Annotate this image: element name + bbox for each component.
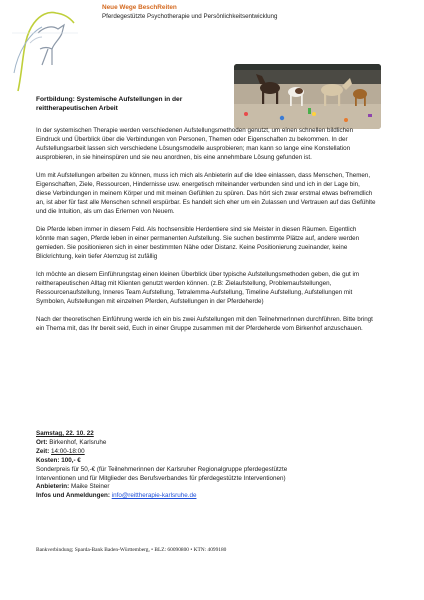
course-title-line1: Fortbildung: Systemische Aufstellungen in der: [36, 96, 183, 103]
event-date: Samstag, 22. 10. 22: [36, 430, 94, 437]
discount-line2: Interventionen und für Mitglieder des Berufsverbandes für pferdegestützte Interventionen): [36, 474, 286, 482]
course-description: [36, 127, 376, 343]
bank-details-footer: Bankverbindung; Sparda-Bank Baden-Württemberg, • BLZ: 60090800 • KTN: 4099180: [36, 547, 227, 553]
paragraph: Ich möchte an diesem Einführungstag einen kleinen Überblick über typische Aufstellungsmethoden geben, die gut im reittherapeutischen Alltag mit Klienten genutzt werden können. (z.B: Zielaufstellung, Problemaufstellungen, Ressourcenaufstellung, Inneres Team Aufstellung, Tetralemma-Aufstellung, Timeline Aufstellung, Aufstellungen mit Symbolen, Aufstellungen mit einzelnen Pferden, Aufstellungen in der Pferdeherde): [36, 270, 360, 305]
paragraph: Die Pferde leben immer in diesem Feld. Als hochsensible Herdentiere sind sie Meister in diesen Räumen. Eigentlich könnte man sagen, Pferde leben in einer permanenten Aufstellung. Sie suchen bestimmte Plätze auf, andere werden gemieden. Sie positionieren sich in einer bestimmten Nähe oder Distanz. Keine Positionierung zueinander, keine Blickrichtung, kein tiefer Atemzug ist zufällig: [36, 225, 360, 260]
horse-logo-icon: [8, 3, 78, 95]
course-title: [36, 95, 226, 113]
event-contact: [36, 492, 376, 501]
provider-label: Anbieterin:: [36, 483, 70, 491]
paragraph: In der systemischen Therapie werden verschiedenen Aufstellungsmethoden genutzt, um einen schnellen bildlichen Eindruck und Überblick über die Verbindungen von Personen, Themen oder Eigenschaften zu bekommen. In der Aufstellungsarbeit lassen sich verschiedene Lösungsmodelle ausprobieren; man kann so lange eine Konstellation ausprobieren, in sie hineinspüren und sie neu anordnen, bis eine annehmbare Lösung gefunden ist.: [36, 127, 354, 161]
brand-name: Neue Wege BeschReiten: [102, 4, 177, 11]
event-place: [36, 439, 376, 448]
event-details: [36, 430, 376, 501]
place-value: Birkenhof, Karlsruhe: [49, 438, 107, 446]
place-label: Ort:: [36, 438, 48, 446]
paragraph: Um mit Aufstellungen arbeiten zu können, muss ich mich als Anbieterin auf die Idee einlassen, dass Menschen, Themen, Eigenschaften, Ziele, Ressourcen, Hindernisse usw. energetisch miteinander verbunden sind und ich in der Lage bin, diese Verbindungen in meinem Körper und mit meinen Gefühlen zu spüren. Das hört sich zwar erstmal etwas befremdlich an, ist aber für fast alle Menschen schnell erspürbar. Es handelt sich eher um ein Zulassen und Vertrauen auf das Gefühlte und die Intuition, als um das Erlernen von Neuem.: [36, 172, 376, 215]
paragraph: Nach der theoretischen Einführung werde ich ein bis zwei Aufstellungen mit den TeilnehmerInnen durchführen. Bitte bringt ein Thema mit, das Ihr bereit seid, Euch in einer Gruppe zusammen mit der Pferdeherde vom Birkenhof anzuschauen.: [36, 315, 373, 332]
time-value: 14:00-18:00: [51, 447, 85, 455]
event-provider: [36, 483, 376, 492]
brand-subtitle: Pferdegestützte Psychotherapie und Persönlichkeitsentwicklung: [102, 13, 278, 20]
discount-line1: Sonderpreis für 50,-€ (für Teilnehmerinnen der Karlsruher Regionalgruppe pferdegestützte: [36, 465, 288, 473]
email-link[interactable]: info@reittherapie-karlsruhe.de: [111, 492, 197, 500]
provider-value: Maike Steiner: [70, 483, 110, 491]
time-label: Zeit:: [36, 447, 50, 455]
contact-label: Infos und Anmeldungen:: [36, 492, 110, 500]
course-title-line2: reittherapeutischen Arbeit: [36, 105, 118, 112]
event-time: [36, 448, 376, 457]
event-cost: Kosten: 100,- €: [36, 456, 81, 464]
horses-arena-photo: [234, 64, 381, 129]
